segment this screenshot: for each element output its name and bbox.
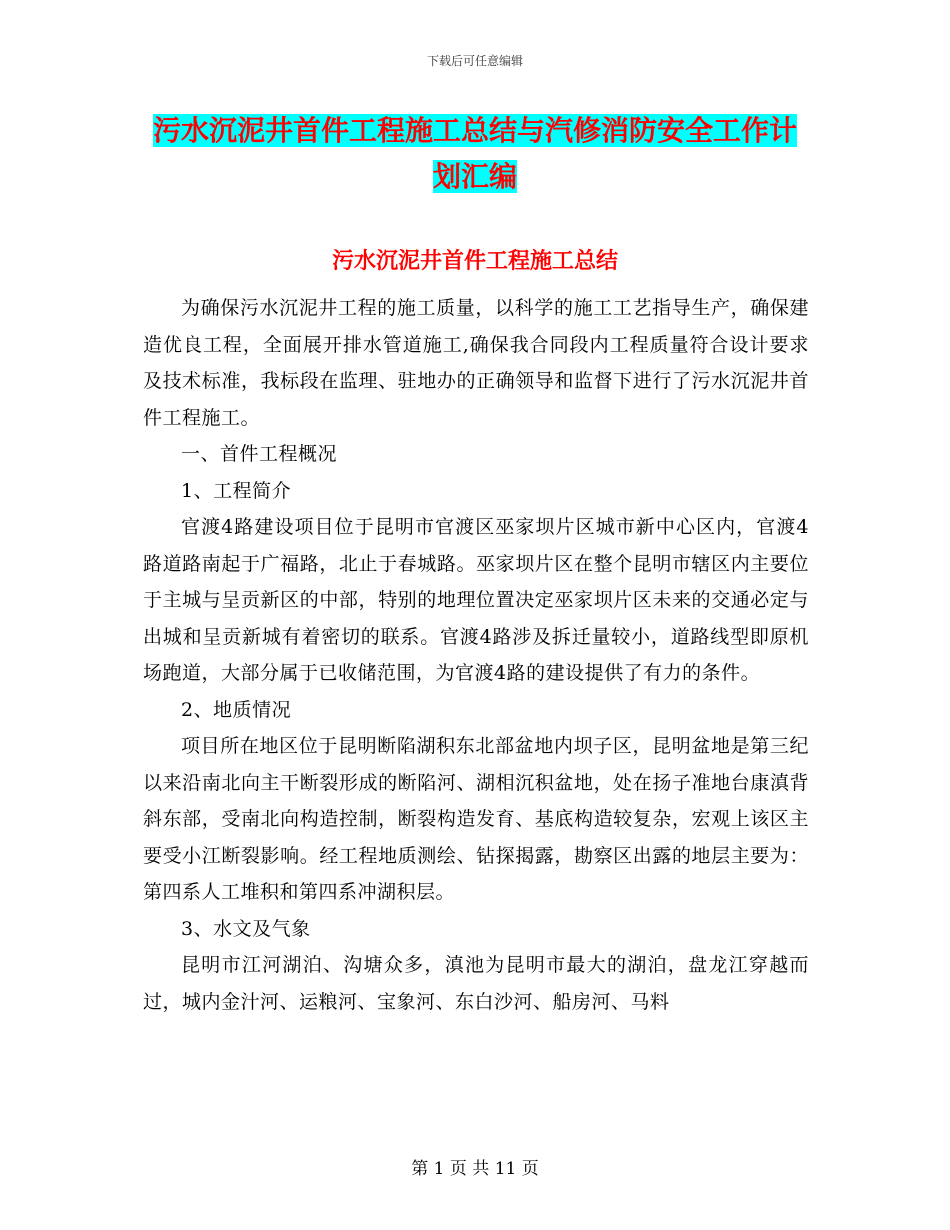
heading-geology: 2、地质情况 — [181, 698, 292, 721]
body-paragraph: 项目所在地区位于昆明断陷湖积东北部盆地内坝子区，昆明盆地是第三纪以来沿南北向主干断裂形成的断陷河、湖相沉积盆地，处在扬子准地台康滇背斜东部，受南北向构造控制，断裂构造发育、基底构造较复杂，宏观上该区主要受小江断裂影响。经工程地质测绘、钻探揭露，勘察区出露的地层主要为：第四系人工堆积和第四系冲湖积层。 — [143, 735, 809, 903]
page-header-note: 下载后可任意编辑 — [426, 54, 523, 68]
section-title: 污水沉泥井首件工程施工总结 — [331, 249, 618, 274]
heading-hydrology: 3、水文及气象 — [181, 917, 311, 940]
body-paragraph: 官渡4路建设项目位于昆明市官渡区巫家坝片区城市新中心区内，官渡4路道路南起于广福路，北止于春城路。巫家坝片区在整个昆明市辖区内主要位于主城与呈贡新区的中部，特别的地理位置决定巫家坝片区未来的交通必定与出城和呈贡新城有着密切的联系。官渡4路涉及拆迁量较小，道路线型即原机场跑道，大部分属于已收储范围，为官渡4路的建设提供了有力的条件。 — [143, 516, 809, 684]
body-paragraph: 昆明市江河湖泊、沟塘众多，滇池为昆明市最大的湖泊，盘龙江穿越而过，城内金汁河、运粮河、宝象河、东白沙河、船房河、马料 — [143, 954, 809, 1013]
heading-overview: 一、首件工程概况 — [181, 443, 338, 465]
body-paragraph: 为确保污水沉泥井工程的施工质量，以科学的施工工艺指导生产，确保建造优良工程，全面展开排水管道施工,确保我合同段内工程质量符合设计要求及技术标准，我标段在监理、驻地办的正确领导和监督下进行了污水沉泥井首件工程施工。 — [143, 297, 809, 429]
document-title-text: 污水沉泥井首件工程施工总结与汽修消防安全工作计划汇编 — [152, 114, 797, 193]
heading-project-intro: 1、工程简介 — [181, 479, 292, 502]
page-number-footer: 第 1 页 共 11 页 — [411, 1159, 539, 1179]
document-title — [140, 108, 810, 200]
document-body — [143, 290, 809, 1020]
